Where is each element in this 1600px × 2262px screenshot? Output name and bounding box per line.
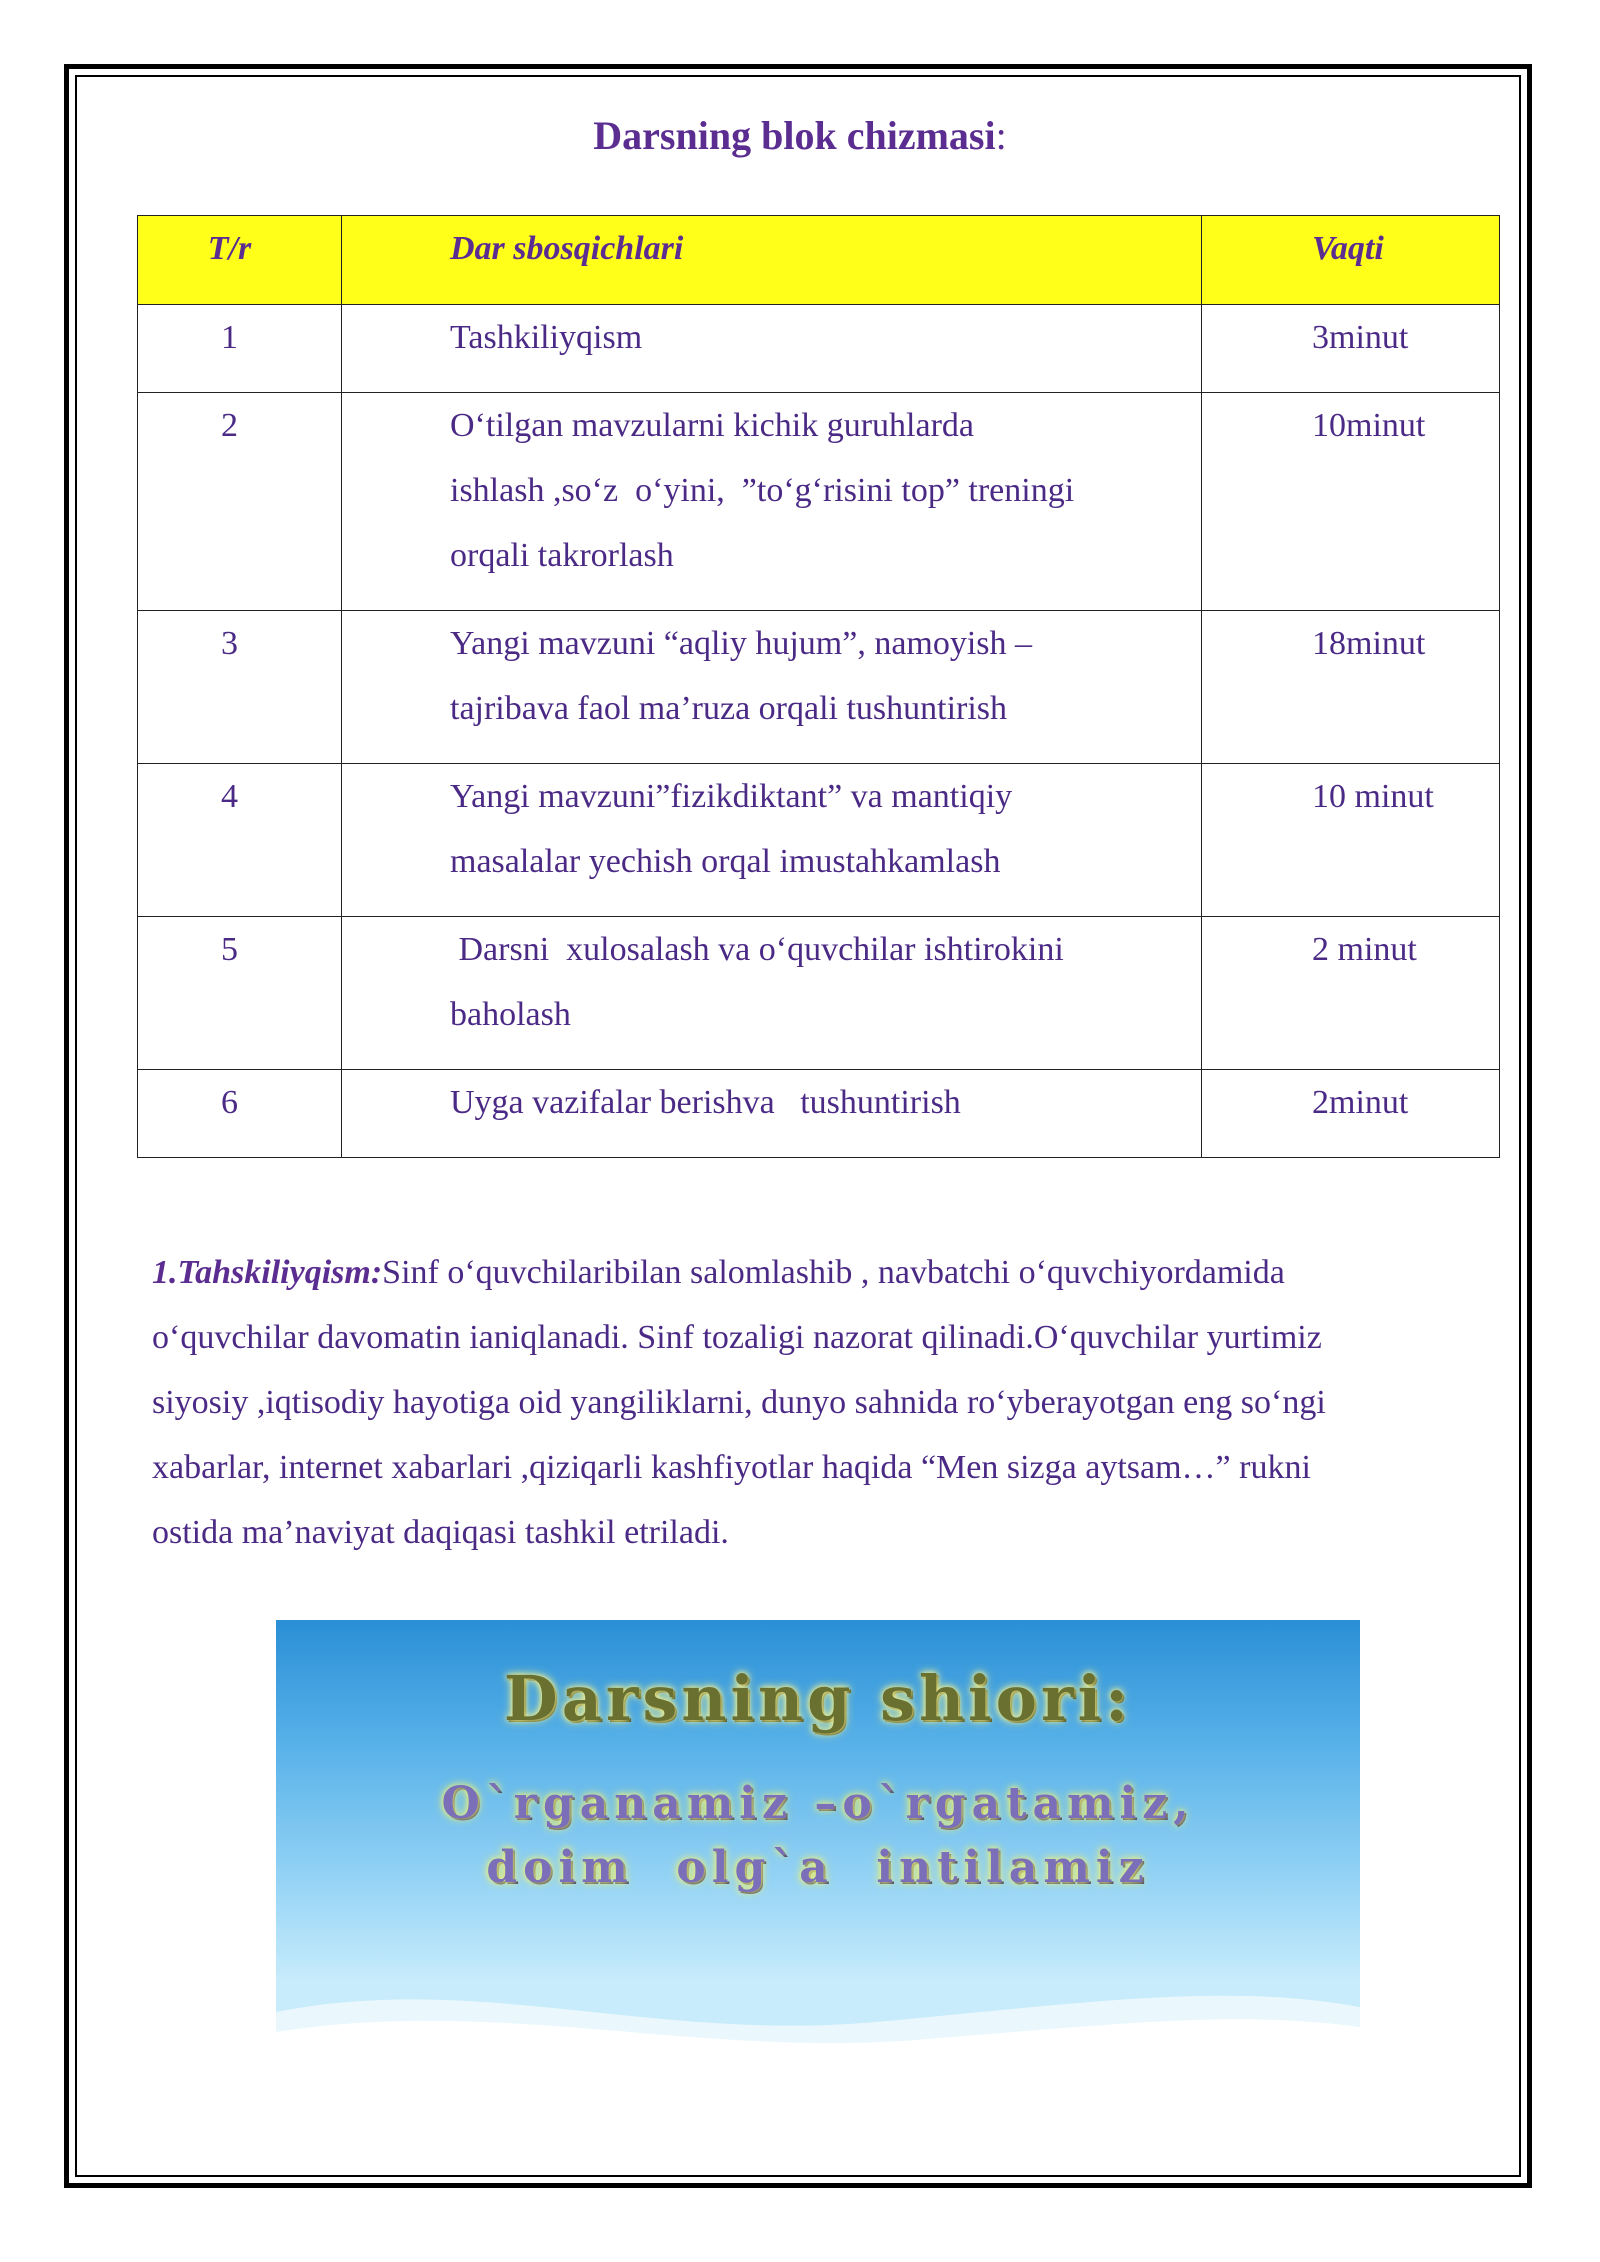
stage-line: Tashkiliyqism bbox=[450, 319, 643, 356]
row-stage bbox=[342, 393, 1202, 611]
paragraph-line-1: Sinf o‘quvchilaribilan salomlashib , navbatchi o‘quvchiyordamida bbox=[382, 1254, 1285, 1291]
table-row bbox=[138, 1070, 1500, 1158]
page-title bbox=[0, 112, 1600, 159]
paragraph-line-4: xabarlar, internet xabarlari ,qiziqarli kashfiyotlar haqida “Men sizga aytsam…” rukni bbox=[152, 1449, 1311, 1486]
row-number: 2 bbox=[138, 393, 342, 611]
table-row bbox=[138, 917, 1500, 1070]
table-row bbox=[138, 611, 1500, 764]
header-stages: Dar sbosqichlari bbox=[342, 216, 1202, 305]
wave-decoration bbox=[276, 1952, 1360, 2072]
lesson-plan-table bbox=[137, 215, 1500, 1158]
row-time: 3minut bbox=[1202, 305, 1500, 393]
paragraph-line-3: siyosiy ,iqtisodiy hayotiga oid yangiliklarni, dunyo sahnida ro‘yberayotgan eng so‘ngi bbox=[152, 1384, 1326, 1421]
row-stage bbox=[342, 305, 1202, 393]
row-time: 2 minut bbox=[1202, 917, 1500, 1070]
row-time: 18minut bbox=[1202, 611, 1500, 764]
row-time: 10minut bbox=[1202, 393, 1500, 611]
table-body bbox=[138, 305, 1500, 1158]
row-number: 1 bbox=[138, 305, 342, 393]
stage-line: Yangi mavzuni “aqliy hujum”, namoyish – bbox=[450, 625, 1033, 662]
header-number: T/r bbox=[138, 216, 342, 305]
row-number: 6 bbox=[138, 1070, 342, 1158]
table-header-row bbox=[138, 216, 1500, 305]
motto-banner-image bbox=[276, 1620, 1360, 2072]
table-row bbox=[138, 393, 1500, 611]
table-row bbox=[138, 305, 1500, 393]
stage-line: tajribava faol ma’ruza orqali tushuntirish bbox=[450, 690, 1008, 727]
banner-motto-line-1: O`rganamiz –o`rgatamiz, bbox=[441, 1778, 1195, 1829]
banner-motto-line-2: doim olg`a intilamiz bbox=[486, 1842, 1150, 1893]
page-title-text: Darsning blok chizmasi bbox=[593, 113, 996, 158]
row-stage bbox=[342, 917, 1202, 1070]
stage-line: O‘tilgan mavzularni kichik guruhlarda bbox=[450, 407, 974, 444]
stage-line: Darsni xulosalash va o‘quvchilar ishtirokini bbox=[450, 931, 1064, 968]
stage-line: Yangi mavzuni”fizikdiktant” va mantiqiy bbox=[450, 778, 1013, 815]
row-number: 5 bbox=[138, 917, 342, 1070]
header-time: Vaqti bbox=[1202, 216, 1500, 305]
stage-line: Uyga vazifalar berishva tushuntirish bbox=[450, 1084, 961, 1121]
banner-title: Darsning shiori: bbox=[503, 1662, 1133, 1735]
row-stage bbox=[342, 611, 1202, 764]
stage-line: masalalar yechish orqal imustahkamlash bbox=[450, 843, 1001, 880]
paragraph-line-5: ostida ma’naviyat daqiqasi tashkil etriladi. bbox=[152, 1514, 729, 1551]
paragraph-lead: 1.Tahskiliyqism: bbox=[152, 1254, 383, 1291]
row-time: 10 minut bbox=[1202, 764, 1500, 917]
organizational-paragraph bbox=[152, 1240, 1492, 1565]
stage-line: orqali takrorlash bbox=[450, 537, 674, 574]
row-number: 4 bbox=[138, 764, 342, 917]
row-number: 3 bbox=[138, 611, 342, 764]
row-stage bbox=[342, 1070, 1202, 1158]
page-title-colon: : bbox=[995, 113, 1007, 158]
stage-line: ishlash ,so‘z o‘yini, ”to‘g‘risini top” treningi bbox=[450, 472, 1075, 509]
row-stage bbox=[342, 764, 1202, 917]
table-row bbox=[138, 764, 1500, 917]
stage-line: baholash bbox=[450, 996, 571, 1033]
row-time: 2minut bbox=[1202, 1070, 1500, 1158]
paragraph-line-2: o‘quvchilar davomatin ianiqlanadi. Sinf tozaligi nazorat qilinadi.O‘quvchilar yurtimiz bbox=[152, 1319, 1322, 1356]
